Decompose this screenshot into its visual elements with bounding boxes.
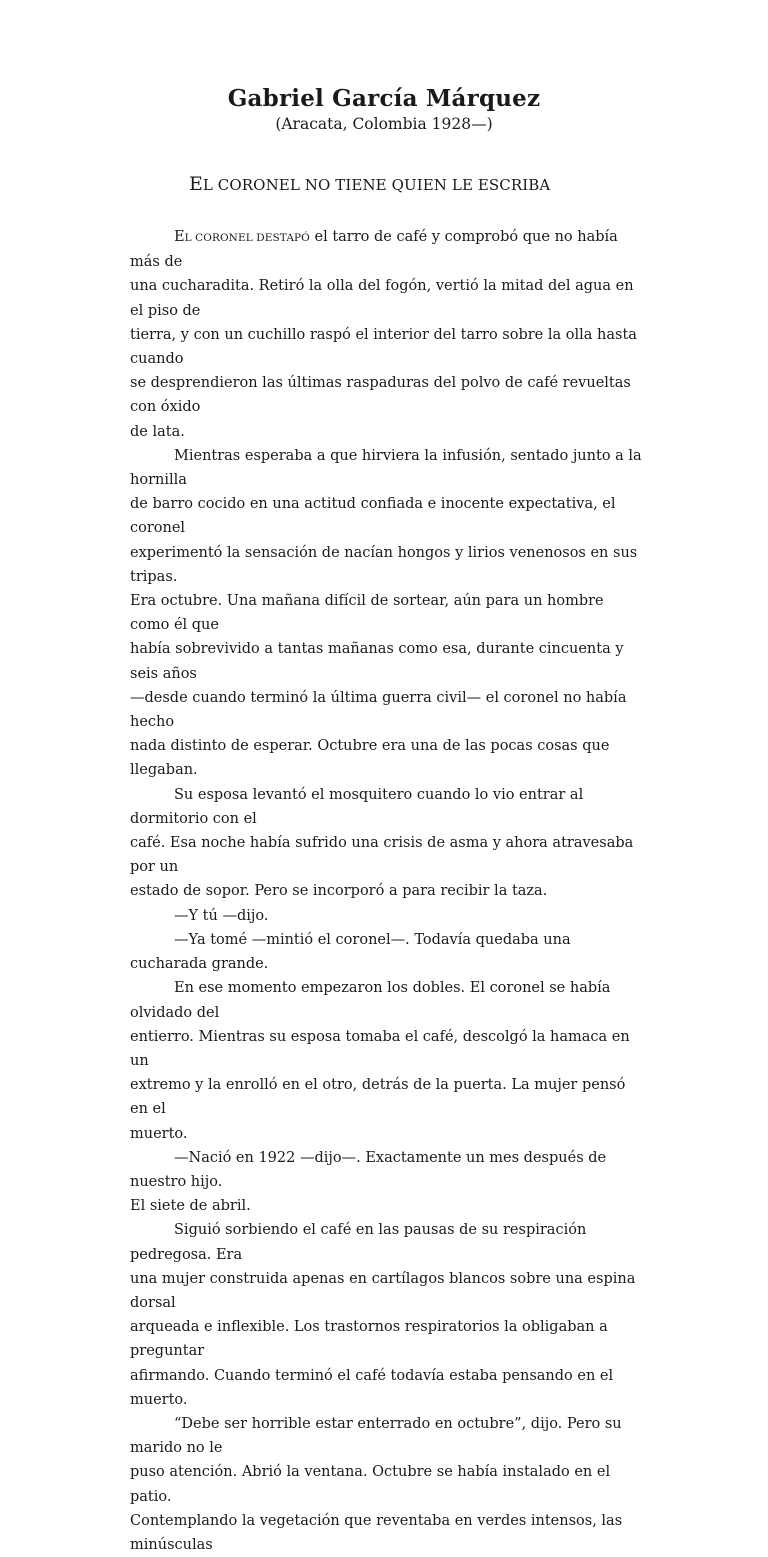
story-title-rest: L CORONEL NO TIENE QUIEN LE ESCRIBA [202,176,551,194]
author-name: Gabriel García Márquez [227,85,541,112]
opening-smallcaps: L CORONEL DESTAPÓ [184,232,310,244]
paragraph: —Ya tomé —mintió el coronel—. Todavía quedaba una cucharada grande. [130,931,571,973]
story-body [130,225,642,1557]
paragraph: “Debe ser horrible estar enterrado en octubre”, dijo. Pero su marido no le puso atención. Abrió la ventana. Octubre se había instalado en el patio. Contemplando la vegetación que reventaba en verdes intensos, las minúsculas [130,1415,623,1553]
story-title [189,172,550,197]
paragraph: —Nació en 1922 —dijo—. Exactamente un mes después de nuestro hijo. El siete de abril. [130,1149,607,1215]
paragraph-text: el tarro de café y comprobó que no había más de una cucharadita. Retiró la olla del fogón, vertió la mitad del agua en el piso de tierra, y con un cuchillo raspó el interior del tarro sobre la olla hasta cuando se desprendieron las últimas raspaduras del polvo de café revueltas con óxido de lata. [130,229,637,440]
paragraph: En ese momento empezaron los dobles. El coronel se había olvidado del entierro. Mientras su esposa tomaba el café, descolgó la hamaca en un extremo y la enrolló en el otro, detrás de la puerta. La mujer pensó en el muerto. [130,980,630,1142]
paragraph: Su esposa levantó el mosquitero cuando lo vio entrar al dormitorio con el café. Esa noche había sufrido una crisis de asma y ahora atravesaba por un estado de sopor. Pero se incorporó a para recibir la taza. [130,786,634,900]
author-origin: (Aracata, Colombia 1928—) [275,115,493,133]
paragraph: —Y tú —dijo. [174,907,269,924]
opening-initial: E [174,229,185,245]
paragraph: Siguió sorbiendo el café en las pausas de su respiración pedregosa. Era una mujer construida apenas en cartílagos blancos sobre una espina dorsal arqueada e inflexible. Los trastornos respiratorios la obligaban a preguntar afirmando. Cuando terminó el café todavía estaba pensando en el muerto. [130,1222,636,1408]
story-title-initial: E [189,173,203,195]
paragraph [130,225,642,444]
paragraph: Mientras esperaba a que hirviera la infusión, sentado junto a la hornilla de barro cocido en una actitud confiada e inocente expectativa, el coronel experimentó la sensación de nacían hongos y lirios venenosos en sus tripas. Era octubre. Una mañana difícil de sortear, aún para un hombre como él que había sobrevivido a tantas mañanas como esa, durante cincuenta y seis años —desde cuando terminó la última guerra civil— el coronel no había hecho nada distinto de esperar. Octubre era una de las pocas cosas que llegaban. [130,447,642,779]
